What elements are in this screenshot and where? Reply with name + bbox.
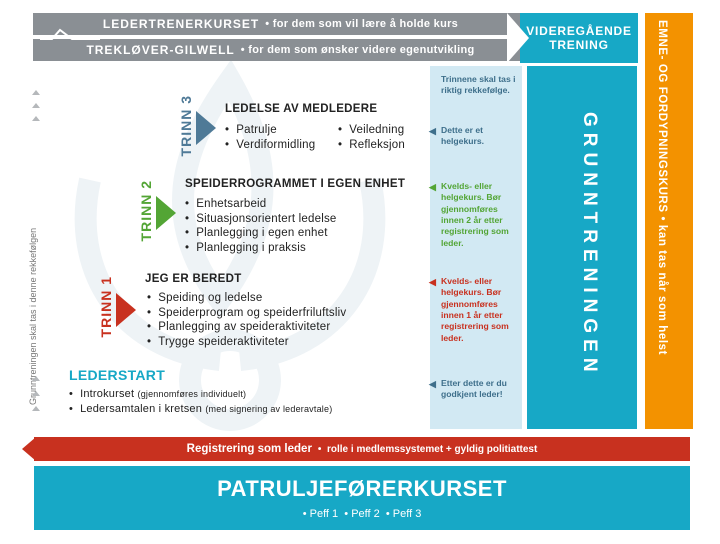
emne-og-fordypningskurs-box xyxy=(645,13,693,429)
patruljeforerkurset-box xyxy=(34,466,690,530)
trinn3-heading: LEDELSE AV MEDLEDERE xyxy=(225,103,378,115)
bullet-dot: • xyxy=(240,44,249,56)
list-item: • Planlegging i praksis xyxy=(185,241,337,256)
trinn3-arrow-icon xyxy=(196,111,216,145)
sequence-note: Grunntreningen skal tas i denne rekkefølgen xyxy=(28,227,38,405)
chevron-right-icon xyxy=(507,13,529,63)
list-item: • Verdiformidling xyxy=(225,138,315,153)
registrering-desc: rolle i medlemssystemet + gyldig politiattest xyxy=(326,443,538,455)
list-item: • Speiding og ledelse xyxy=(147,291,346,306)
trinn2-heading: SPEIDERROGRAMMET I EGEN ENHET xyxy=(185,178,406,190)
lederstart-item1: Introkurset xyxy=(80,388,135,400)
ledertrenerkurset-bar xyxy=(33,13,528,35)
trinn2-arrow-icon xyxy=(156,196,176,230)
list-item: • Speiderprogram og speiderfriluftsliv xyxy=(147,306,346,321)
treklover-gilwell-bar xyxy=(33,39,528,61)
lederstart-item2: Ledersamtalen i kretsen xyxy=(80,402,203,415)
list-item xyxy=(69,387,332,402)
grunntreningen-label: GRUNNTRENINGEN xyxy=(579,112,600,378)
ledertrenerkurset-desc: for dem som vil lære å holde kurs xyxy=(272,18,459,30)
up-arrow-icon xyxy=(32,391,40,396)
up-arrow-icon xyxy=(32,116,40,121)
treklover-gilwell-desc: for dem som ønsker videre egenutvikling xyxy=(248,44,475,56)
videregaende-trening-box xyxy=(520,13,638,63)
list-item: • Refleksjon xyxy=(338,138,405,153)
list-item: • Veiledning xyxy=(338,123,405,138)
note-godkjent xyxy=(429,378,517,401)
bullet-dot: • xyxy=(265,18,273,30)
list-item: • Planlegging av speideraktiviteter xyxy=(147,320,346,335)
up-arrow-icon xyxy=(32,376,40,381)
trinn3-list-col2 xyxy=(338,123,405,152)
note-trinn1 xyxy=(429,276,517,344)
list-item: • Situasjonsorientert ledelse xyxy=(185,212,337,227)
lederstart-item1-note: (gjennomføres individuelt) xyxy=(137,389,247,399)
note-helgekurs-text: Dette er et helgekurs. xyxy=(441,125,484,147)
arrow-left-icon xyxy=(22,437,36,461)
note-trinn2 xyxy=(429,181,517,249)
patruljeforerkurset-title: PATRULJEFØRERKURSET xyxy=(217,476,507,501)
videregaende-line2: TRENING xyxy=(549,38,609,52)
lederstart-heading: LEDERSTART xyxy=(69,367,166,383)
note-helgekurs xyxy=(429,125,517,148)
list-item: • Enhetsarbeid xyxy=(185,197,337,212)
trinn1-label: TRINN 1 xyxy=(98,276,114,338)
up-arrow-icon xyxy=(32,103,40,108)
trinn3-list-col1 xyxy=(225,123,315,152)
list-item: • Patrulje xyxy=(225,123,315,138)
list-item: • Planlegging i egen enhet xyxy=(185,226,337,241)
zigzag-line xyxy=(40,22,100,44)
peff-list: • Peff 1 • Peff 2 • Peff 3 xyxy=(302,508,422,520)
note-godkjent-text: Etter dette er du godkjent leder! xyxy=(441,378,507,400)
arrow-left-icon: ◀ xyxy=(429,126,436,136)
up-arrow-icon xyxy=(32,406,40,411)
peff-item: Peff 1 xyxy=(309,508,339,520)
registrering-title: Registrering som leder xyxy=(186,443,312,455)
bullet-dot: • xyxy=(317,443,327,455)
trinn2-list xyxy=(185,197,337,255)
trinn1-list xyxy=(147,291,346,349)
peff-item: Peff 3 xyxy=(392,508,422,520)
trinn2-label: TRINN 2 xyxy=(138,180,154,242)
note-trinn1-text: Kvelds- eller helgekurs. Bør gjennomføres innen 1 år etter registrering som leder. xyxy=(441,276,509,343)
videregaende-line1: VIDEREGÅENDE xyxy=(526,24,632,38)
list-item: • Trygge speideraktiviteter xyxy=(147,335,346,350)
ledertrenerkurset-title: LEDERTRENERKURSET xyxy=(102,17,260,31)
trinn1-arrow-icon xyxy=(116,293,136,327)
trinn3-label: TRINN 3 xyxy=(178,95,194,157)
peff-item: Peff 2 xyxy=(351,508,380,520)
arrow-left-icon: ◀ xyxy=(429,379,436,389)
list-item xyxy=(69,402,332,417)
trinn1-heading: JEG ER BEREDT xyxy=(145,273,242,285)
arrow-left-icon: ◀ xyxy=(429,182,436,192)
emne-og-fordypningskurs-label: EMNE- OG FORDYPNINGSKURS • kan tas når som helst xyxy=(656,20,668,356)
treklover-gilwell-title: TREKLØVER-GILWELL xyxy=(86,43,235,57)
lederstart-item2-note: (med signering av lederavtale) xyxy=(205,403,333,414)
registrering-bar xyxy=(34,437,690,461)
note-order: Trinnene skal tas i riktig rekkefølge. xyxy=(441,74,516,96)
up-arrow-icon xyxy=(32,90,40,95)
lederstart-list xyxy=(69,387,332,416)
arrow-left-icon: ◀ xyxy=(429,277,436,287)
note-trinn2-text: Kvelds- eller helgekurs. Bør gjennomføres innen 2 år etter registrering som leder. xyxy=(441,181,509,248)
